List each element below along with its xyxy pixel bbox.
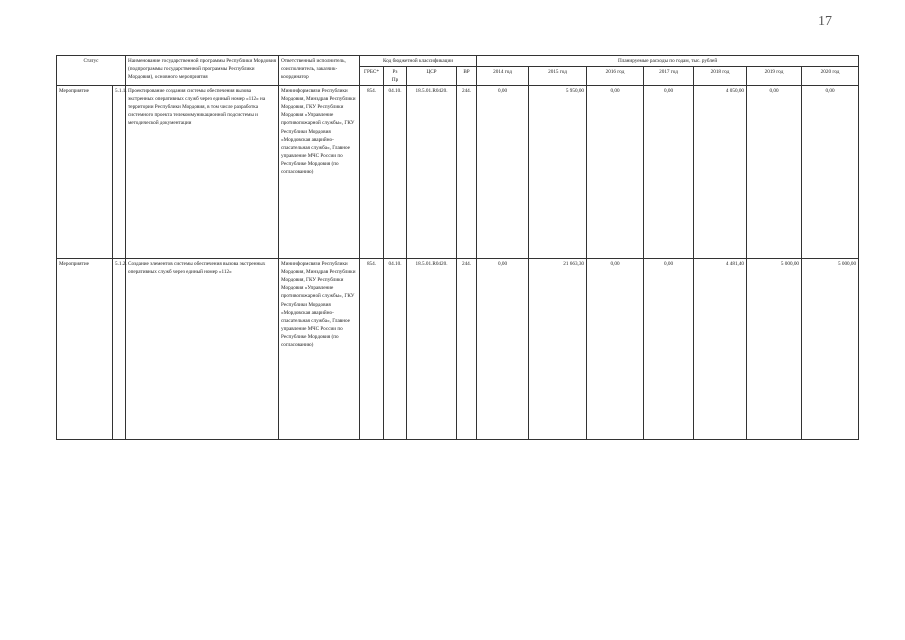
table-row [57,259,859,440]
header-year-2018: 2018 год [694,67,747,86]
row-value-2017: 0,00 [644,86,694,259]
header-status: Статус [57,56,126,86]
row-csr: 18.5.01.R0420. [407,259,457,440]
table-row [57,86,859,259]
row-name: Создание элементов системы обеспечения вызова экстренных оперативных служб через единый номер «112» [126,259,279,440]
budget-table [56,55,859,440]
row-rz-pr: 04.10. [384,259,407,440]
row-rz-pr: 04.10. [384,86,407,259]
row-value-2014: 0,00 [477,259,529,440]
row-vr: 244. [457,86,477,259]
row-executor: Мининформсвязи Республики Мордовия, Минздрав Республики Мордовия, ГКУ Республики Мордовия «Управление противопожарной службы», ГКУ Республики Мордовия «Мордовская аварийно-спасательная служба», Главное управление МЧС России по Республике Мордовия (по согласованию) [279,86,360,259]
header-pr: Пр [391,77,399,84]
header-year-2020: 2020 год [802,67,859,86]
row-status: Мероприятие [57,86,113,259]
header-executor: Ответственный исполнитель, соисполнитель, заказчик-координатор [279,56,360,86]
row-value-2016: 0,00 [587,259,644,440]
header-csr: ЦСР [407,67,457,86]
row-grbs: 854. [360,259,384,440]
row-value-2020: 5 000,00 [802,259,859,440]
row-status: Мероприятие [57,259,113,440]
header-program-name: Наименование государственной программы Республики Мордовия (подпрограммы государственной программы Республики Мордовия), основного мероприятия [126,56,279,86]
row-value-2020: 0,00 [802,86,859,259]
row-value-2015: 5 950,00 [529,86,587,259]
header-year-2014: 2014 год [477,67,529,86]
header-year-2019: 2019 год [747,67,802,86]
header-rz-pr [384,67,407,86]
header-year-2017: 2017 год [644,67,694,86]
row-value-2018: 4 050,00 [694,86,747,259]
row-executor: Мининформсвязи Республики Мордовия, Минздрав Республики Мордовия, ГКУ Республики Мордовия «Управление противопожарной службы», ГКУ Республики Мордовия «Мордовская аварийно-спасательная служба», Главное управление МЧС России по Республике Мордовия (по согласованию) [279,259,360,440]
page-number: 17 [818,14,832,29]
row-value-2017: 0,00 [644,259,694,440]
header-budget-code: Код бюджетной классификации [360,56,477,67]
header-year-2016: 2016 год [587,67,644,86]
header-year-2015: 2015 год [529,67,587,86]
row-value-2019: 5 000,00 [747,259,802,440]
row-value-2014: 0,00 [477,86,529,259]
row-value-2016: 0,00 [587,86,644,259]
header-grbs: ГРБС* [360,67,384,86]
row-value-2018: 4 481,40 [694,259,747,440]
row-code: 5.1.2. [113,259,126,440]
row-code: 5.1.1. [113,86,126,259]
row-value-2019: 0,00 [747,86,802,259]
header-planned-expenses: Планируемые расходы по годам, тыс. рублей [477,56,859,67]
row-name: Проектирование создания системы обеспечения вызова экстренных оперативных служб через единый номер «112» на территории Республики Мордовия, в том числе разработка системного проекта телекоммуникационной подсистемы и методической документации [126,86,279,259]
row-csr: 18.5.01.R0420. [407,86,457,259]
row-grbs: 854. [360,86,384,259]
header-vr: ВР [457,67,477,86]
row-value-2015: 21 663,30 [529,259,587,440]
header-rz: Рз [392,69,398,76]
row-vr: 244. [457,259,477,440]
